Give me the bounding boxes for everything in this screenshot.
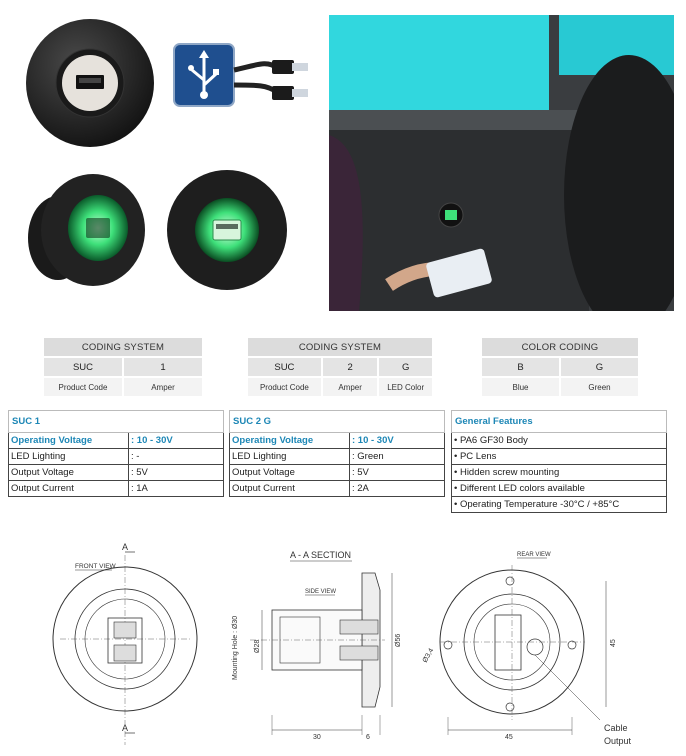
coding-header: CODING SYSTEM	[248, 338, 432, 356]
spec-label: LED Lighting	[230, 449, 350, 465]
code-value: SUC	[248, 358, 321, 376]
code-label: Amper	[124, 378, 202, 396]
dim-45-vertical-label: 45	[610, 639, 617, 647]
section-title: A - A SECTION	[290, 550, 352, 560]
section-mark-top: A	[122, 542, 129, 552]
section-mark-bottom: A	[122, 723, 129, 733]
code-value: G	[379, 358, 432, 376]
spec-label: Operating Voltage	[230, 433, 350, 449]
spec-value: : 5V	[129, 465, 224, 481]
feature-item: • PA6 GF30 Body	[452, 433, 667, 449]
spec-label: Operating Voltage	[9, 433, 129, 449]
usb-icon-with-cable	[172, 40, 312, 120]
code-label: Amper	[323, 378, 378, 396]
product-photo-led-front	[163, 168, 293, 293]
spec-value: : 10 - 30V	[129, 433, 224, 449]
bus-interior-photo	[329, 15, 674, 311]
code-label: Product Code	[248, 378, 321, 396]
code-value: SUC	[44, 358, 122, 376]
color-coding-table	[480, 336, 640, 398]
front-view-label: FRONT VIEW	[75, 563, 116, 570]
coding-header: COLOR CODING	[482, 338, 638, 356]
coding-system-table-2	[246, 336, 434, 398]
dia-28-label: Ø28	[254, 639, 261, 653]
dim-45-horizontal-label: 45	[505, 734, 513, 741]
product-photo-black	[20, 15, 160, 150]
code-label: Product Code	[44, 378, 122, 396]
code-value: 2	[323, 358, 378, 376]
code-value: G	[561, 358, 638, 376]
suc2g-spec-table	[229, 410, 445, 497]
dim-30-label: 30	[313, 734, 321, 741]
general-features-table	[451, 410, 667, 513]
spec-label: LED Lighting	[9, 449, 129, 465]
code-value: B	[482, 358, 559, 376]
feature-item: • Operating Temperature -30°C / +85°C	[452, 497, 667, 513]
spec-value: : Green	[350, 449, 445, 465]
spec-label: Output Current	[9, 481, 129, 497]
spec-label: Output Voltage	[230, 465, 350, 481]
code-label: Blue	[482, 378, 559, 396]
features-title: General Features	[452, 411, 667, 433]
spec-title: SUC 1	[9, 411, 129, 433]
spec-value: : 5V	[350, 465, 445, 481]
cable-output-label-1: Cable	[604, 723, 628, 733]
cable-output-label-2: Output	[604, 736, 632, 746]
coding-header: CODING SYSTEM	[44, 338, 202, 356]
code-value: 1	[124, 358, 202, 376]
feature-item: • PC Lens	[452, 449, 667, 465]
feature-item: • Different LED colors available	[452, 481, 667, 497]
dia-3-4-label: Ø3,4	[421, 647, 436, 664]
spec-title: SUC 2 G	[230, 411, 350, 433]
mounting-hole-label: Mounting Hole : Ø30	[232, 615, 239, 680]
coding-system-table-1	[42, 336, 204, 398]
spec-value: : 10 - 30V	[350, 433, 445, 449]
dim-6-label: 6	[366, 734, 370, 741]
spec-label: Output Current	[230, 481, 350, 497]
spec-label: Output Voltage	[9, 465, 129, 481]
code-label: Green	[561, 378, 638, 396]
feature-item: • Hidden screw mounting	[452, 465, 667, 481]
spec-value: : 1A	[129, 481, 224, 497]
spec-value: : -	[129, 449, 224, 465]
technical-drawing	[40, 535, 640, 753]
spec-value: : 2A	[350, 481, 445, 497]
suc1-spec-table	[8, 410, 224, 497]
code-label: LED Color	[379, 378, 432, 396]
dia-56-label: Ø56	[395, 633, 402, 647]
side-view-label: SIDE VIEW	[305, 589, 337, 595]
product-photo-led-side	[18, 168, 148, 288]
rear-view-label: REAR VIEW	[517, 552, 551, 558]
